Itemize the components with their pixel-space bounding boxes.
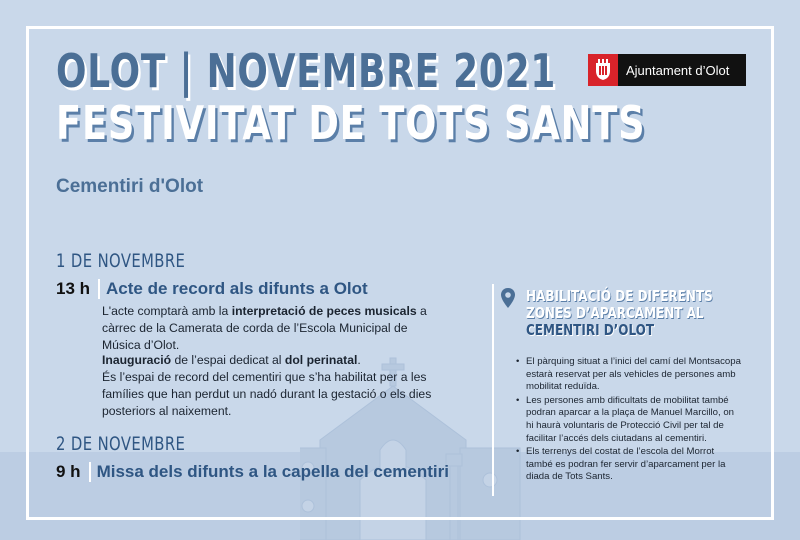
- location-pin-icon: [500, 287, 516, 309]
- parking-divider: [492, 284, 494, 496]
- event-2-divider: [89, 462, 91, 482]
- parking-heading-line: HABILITACIÓ DE DIFERENTS: [526, 287, 713, 305]
- event-2-hour: 9 h: [56, 462, 81, 481]
- event-1-space-description: És l’espai de record del cementiri que s’ha habilitat per a les famílies que han perdut un nadó durant la gestació o els dies posteriors al naixement.: [102, 370, 432, 418]
- subtitle: Cementiri d'Olot: [56, 176, 204, 197]
- logo-text: Ajuntament d’Olot: [626, 62, 730, 78]
- ajuntament-logo: [588, 54, 746, 86]
- event-1-divider: [98, 279, 100, 299]
- event-2-title: Missa dels difunts a la capella del cementiri: [96, 462, 449, 481]
- event-1-text: .: [357, 353, 361, 367]
- event-1-title: Acte de record als difunts a Olot: [106, 279, 368, 298]
- day-2-heading: 2 DE NOVEMBRE: [56, 433, 186, 455]
- parking-list-item: • Els terrenys del costat de l’escola del Morrot també es podran fer servir d’aparcament per la diada de Tots Sants.: [516, 446, 742, 484]
- day-1-heading: 1 DE NOVEMBRE: [56, 250, 186, 272]
- event-1-hour: 13 h: [56, 279, 91, 298]
- parking-heading-line: ZONES D’APARCAMENT AL: [526, 304, 704, 322]
- event-1-inauguration: [102, 352, 442, 369]
- event-1-text: a càrrec de la Camerata de corda de l’Escola Municipal de Música d’Olot.: [102, 304, 427, 352]
- event-1-highlight: interpretació de peces musicals: [231, 304, 417, 318]
- parking-list: [516, 356, 742, 485]
- event-1-highlight: Inauguració: [102, 353, 172, 367]
- parking-list-item: • Les persones amb dificultats de mobilitat també podran aparcar a la plaça de Manuel Marcillo, on hi haurà voluntaris de Protecció Civil per tal de facilitar l’accés dels ciutadans al cementiri.: [516, 395, 742, 445]
- event-2: [56, 462, 449, 482]
- parking-heading-line: CEMENTIRI D’OLOT: [526, 321, 655, 339]
- event-1: [56, 279, 368, 299]
- parking-heading: [526, 288, 713, 339]
- olot-coat-of-arms-icon: [588, 54, 618, 86]
- event-1-text: de l’espai dedicat al: [171, 353, 285, 367]
- title-line-1: OLOT | NOVEMBRE 2021: [56, 44, 557, 98]
- event-1-text: L'acte comptarà amb la: [102, 304, 232, 318]
- event-1-highlight: dol perinatal: [284, 353, 358, 367]
- title-line-2: FESTIVITAT DE TOTS SANTS: [56, 96, 646, 150]
- parking-list-item: • El pàrquing situat a l’inici del camí del Montsacopa estarà reservat per als vehicles de persones amb mobilitat reduïda.: [516, 356, 742, 394]
- event-1-description: [102, 303, 442, 354]
